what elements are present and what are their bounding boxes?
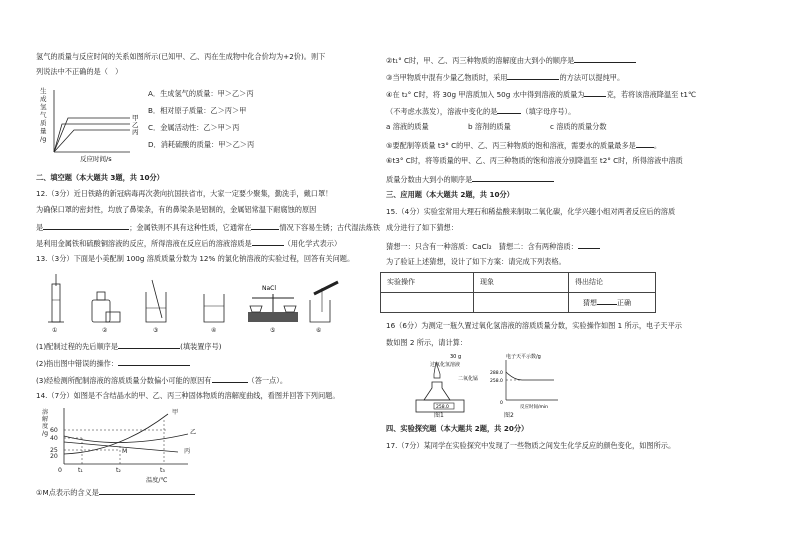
q15-line2: 成分进行了如下猜想：: [386, 223, 458, 232]
graph2-xtick-t1: t₁: [78, 467, 83, 474]
graph1-curve-yi: [54, 124, 130, 152]
q14-part6-cont: 质量分数由大到小的顺序是: [386, 173, 554, 185]
graph1-ylabel-2: 成: [40, 95, 47, 103]
section4-title: 四、实验探究题（本大题共 2题，共 20分）: [386, 424, 529, 433]
q14-part2: ②t₁° C时，甲、乙、丙三种物质的溶解度由大到小的顺序是: [386, 54, 636, 66]
graph1-curve-bing: [54, 130, 130, 152]
table-cell-phenomenon[interactable]: [474, 293, 569, 313]
graph2-ylabel-2: 解: [42, 416, 49, 423]
graph2-label-jia: 甲: [172, 409, 179, 416]
graph2-point-m: M: [122, 448, 128, 455]
q16-figure1-balance: [410, 352, 492, 416]
graph1-ylabel-1: 生: [40, 87, 47, 95]
table-cell-conclusion: 猜想 正确: [569, 293, 656, 313]
q12-line3: 是 ；金属铁则不具有这种性质，它通常在 情况下容易生锈；古代湿法炼铁: [36, 223, 381, 232]
graph2-xtick-t3: t₃: [160, 467, 165, 474]
graph2-label-bing: 丙: [184, 448, 191, 455]
q12-line1: 12.（3分）近日铁路的新冠病毒再次袭向抗国扶省市，大家一定要少聚集，勤洗手，戴口罩！: [36, 189, 333, 198]
graph1-label-bing: 丙: [132, 128, 139, 136]
q15-blank-1[interactable]: [578, 240, 600, 249]
q12-blank-1[interactable]: [43, 221, 129, 230]
graph2-label-yi: 乙: [190, 429, 197, 436]
fig1-mass-label: 30 g: [450, 354, 462, 360]
option-a: A．生成氢气的质量：甲＞乙＞丙: [148, 89, 254, 98]
q13-blank-1[interactable]: [118, 340, 180, 349]
table-row: [381, 293, 656, 313]
apparatus-label-3: ③: [153, 327, 159, 334]
graph1-label-jia: 甲: [132, 114, 139, 122]
apparatus-label-6: ⑥: [316, 327, 322, 334]
fig2-title: 电子天平示数/g: [506, 354, 541, 360]
graph1-ylabel-4: 气: [40, 111, 47, 119]
q14-part5: ⑤要配制等质量 t3° C的甲、乙、丙三种物质的饱和溶液，需要水的质量最多是 。: [386, 141, 662, 150]
graph2-ylabel-1: 溶: [42, 409, 49, 416]
graduated-cylinder-icon: [48, 274, 64, 322]
q14-blank-2[interactable]: [574, 54, 636, 63]
balance-scale-icon: [248, 285, 298, 322]
q14-part4-cont: （不考虑水蒸发），溶液中变化的是 （填字母序号）。: [386, 107, 576, 116]
apparatus-label-2: ②: [102, 327, 108, 334]
hydrogen-mass-graph: [38, 86, 148, 164]
q12-blank-3[interactable]: [252, 237, 284, 246]
graph1-ylabel-3: 氢: [40, 103, 47, 111]
section3-title: 三、应用题（本大题共 2题，共 10分）: [386, 190, 514, 199]
q13-part2: (2)指出图中错误的操作：: [36, 357, 190, 369]
q15-blank-2[interactable]: [597, 296, 617, 305]
apparatus-label-4: ④: [211, 327, 217, 334]
nacl-label: NaCl: [262, 285, 277, 292]
q14-option-a: a 溶液的质量: [386, 122, 429, 131]
q13-blank-3[interactable]: [212, 374, 248, 383]
graph1-curve-jia: [54, 118, 130, 152]
beaker-stirring-icon: [146, 280, 166, 322]
q14-line1: 14.（7分）如图是不含结晶水的甲、乙、丙三种固体物质的溶解度曲线，看图并回答下列问题。: [36, 391, 340, 400]
q14-option-c: c 溶质的质量分数: [550, 122, 607, 131]
graph1-ylabel-7: /g: [40, 135, 47, 143]
graph1-ylabel-6: 量: [40, 127, 47, 135]
q14-part6: ⑥t3° C时，将等质量的甲、乙、丙三种物质的饱和溶液分别降温至 t2° C时，所得溶液中溶质: [386, 156, 683, 165]
q14-blank-6[interactable]: [636, 139, 654, 148]
q14-blank-3[interactable]: [507, 71, 559, 80]
q12-blank-2[interactable]: [251, 221, 279, 230]
graph2-curve-jia: [64, 414, 168, 454]
fig1-mno2-label: 二氧化锰: [458, 376, 479, 382]
graph2-curve-yi: [64, 434, 188, 443]
graph2-ytick-25: 25: [50, 447, 58, 454]
graph2-ylabel-4: /g: [42, 430, 49, 437]
fig2-y-hi: 288.0: [490, 371, 503, 376]
q15-line1: 15.（4分）实验室常用大理石和稀盐酸来制取二氧化碳，化学兴趣小组对两者反应后的溶质: [386, 207, 676, 216]
fig2-y-lo: 258.0: [490, 379, 503, 384]
graph2-curve-bing: [64, 442, 178, 452]
q11-intro-line1: 氢气的质量与反应时间的关系如图所示(已知甲、乙、丙在生成物中化合价均为+2价)。则下: [36, 52, 326, 61]
q13-part1: (1)配制过程的先后顺序是 (填装置序号): [36, 342, 222, 351]
table-cell-operation[interactable]: [381, 293, 474, 313]
graph1-xlabel: 反应时间/s: [80, 155, 112, 163]
table-header-row: [381, 273, 656, 293]
graph2-ytick-60: 60: [50, 427, 58, 434]
q11-intro-line2: 列说法中不正确的是（ ）: [36, 67, 123, 76]
graph1-ylabel-5: 质: [40, 119, 47, 127]
beaker-icon: [204, 294, 224, 322]
q15-experiment-table: [380, 272, 656, 313]
graph2-ytick-20: 20: [50, 453, 58, 460]
q12-line4: 是利用金属铁和硫酸铜溶液的反应，所得溶液在反应后的溶液溶质是 （用化学式表示）: [36, 239, 342, 248]
q16-figure2-graph: [490, 352, 560, 416]
q14-blank-5[interactable]: [497, 105, 521, 114]
fig1-solution-label: 过氧化氢溶液: [430, 362, 461, 368]
q14-option-b: b 溶剂的质量: [468, 122, 511, 131]
q14-part4: ④在 t₂° C时，将 30g 甲溶质加入 50g 水中得到溶液的质量为 克，若将该溶液降温至 t1℃: [386, 90, 697, 99]
q15-line4: 为了验证上述猜想，设计了如下方案：请完成下列表格。: [386, 257, 566, 266]
pouring-liquid-icon: [310, 282, 338, 322]
solubility-curve-graph: [38, 406, 208, 484]
graph2-ylabel-3: 度: [42, 423, 49, 430]
q14-blank-4[interactable]: [584, 88, 606, 97]
apparatus-label-5: ⑤: [270, 327, 276, 334]
q16-line1: 16（6分）为测定一瓶久置过氧化氢溶液的溶质质量分数，实验操作如图 1 所示，电子天平示: [386, 321, 682, 330]
table-header-conclusion: 得出结论: [569, 273, 656, 293]
fig2-xlabel: 反应时间/min: [520, 405, 549, 410]
q17-line1: 17.（7分）某同学在实验探究中发现了一些物质之间发生化学反应的颜色变化，如图所示。: [386, 441, 676, 450]
q14-blank-7[interactable]: [472, 173, 554, 182]
q14-part1: ①M点表示的含义是: [36, 486, 195, 498]
q15-line3: 猜想一：只含有一种溶质：CaCl₂ 猜想二：含有两种溶质：: [386, 240, 600, 252]
q14-blank-1[interactable]: [99, 486, 195, 495]
graph2-xtick-t2: t₂: [116, 467, 121, 474]
fig2-caption: 图2: [504, 412, 514, 419]
section2-title: 二、填空题（本大题共 3题，共 10分）: [36, 173, 164, 182]
q13-blank-2[interactable]: [118, 357, 190, 366]
fig1-caption: 图1: [434, 412, 444, 419]
graph2-xlabel: 温度/℃: [146, 477, 168, 484]
q13-line1: 13.（3分）下面是小美配制 100g 溶质质量分数为 12% 的氯化钠溶液的实验过程，回答有关问题。: [36, 254, 355, 263]
graph2-ytick-40: 40: [50, 435, 58, 442]
fig1-reading: 258.0: [436, 405, 449, 410]
q12-line2: 为确保口罩的密封性，均放了鼻梁条，有的鼻梁条是铝制的，金属铝常温下耐腐蚀的原因: [36, 205, 317, 214]
option-c: C．金属活动性：乙＞甲＞丙: [148, 123, 240, 132]
option-b: B．相对原子质量：乙＞丙＞甲: [148, 106, 247, 115]
option-d: D．消耗硫酸的质量：甲＞乙＞丙: [148, 140, 255, 149]
q14-part3: ③当甲物质中混有少量乙物质时，采用 的方法可以提纯甲。: [386, 73, 625, 82]
graph1-label-yi: 乙: [132, 121, 139, 129]
q16-line2: 数如图 2 所示，请计算：: [386, 338, 468, 347]
reagent-bottle-icon: [92, 292, 120, 322]
graph2-origin: 0: [58, 467, 62, 474]
apparatus-label-1: ①: [52, 327, 58, 334]
fig2-origin: 0: [500, 401, 503, 406]
table-header-phenomenon: 现象: [474, 273, 569, 293]
table-header-operation: 实验操作: [381, 273, 474, 293]
conical-flask-icon: [424, 382, 450, 400]
fig2-curve: [506, 372, 554, 380]
q13-part3: (3)经检测所配制溶液的溶质质量分数偏小可能的原因有 （答一点）。: [36, 376, 288, 385]
q13-apparatus-figure: [40, 272, 340, 334]
